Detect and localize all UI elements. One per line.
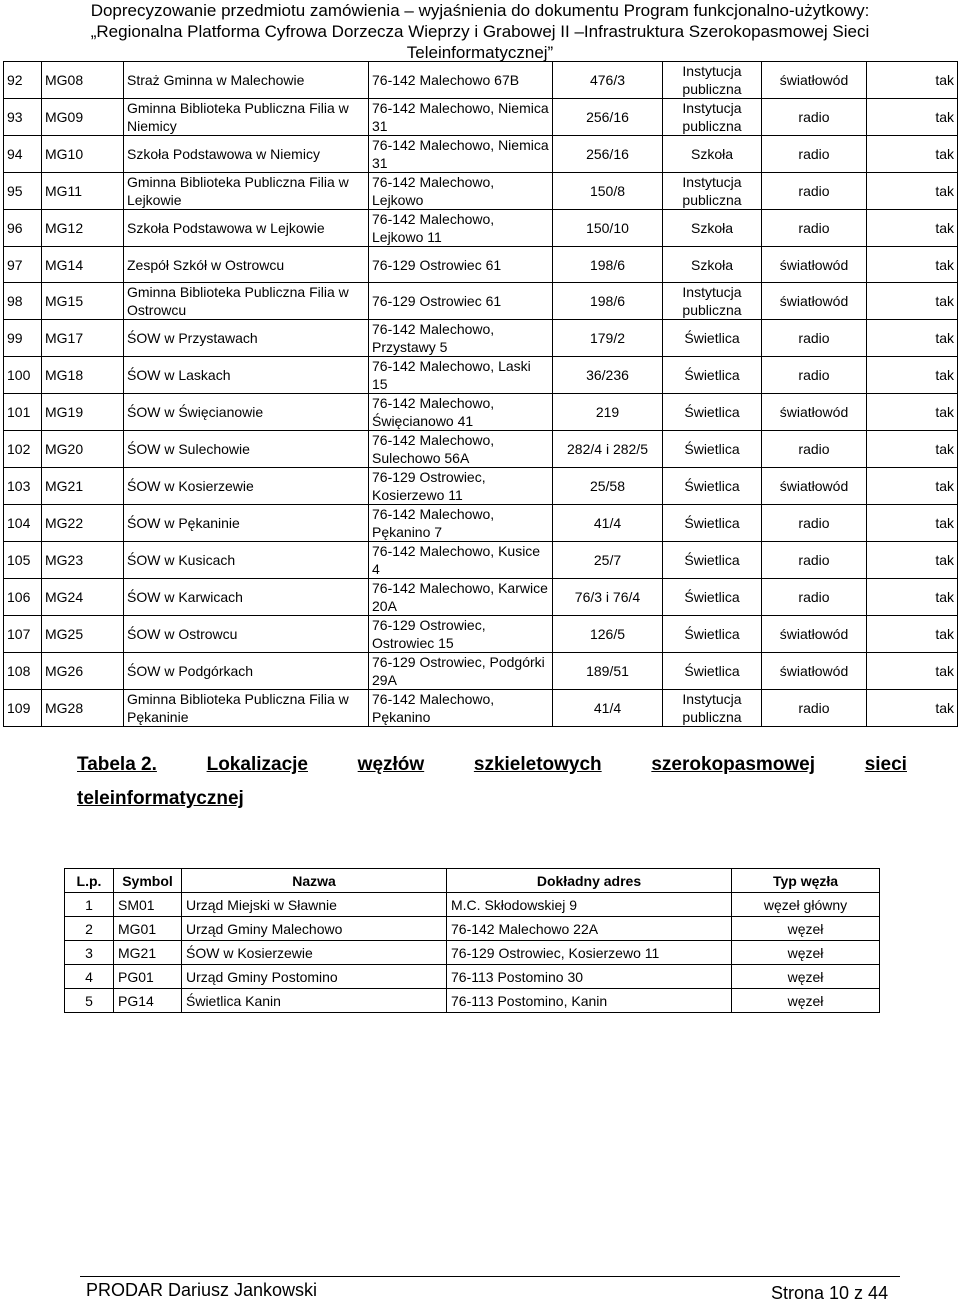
cell-node-type: węzeł <box>732 965 880 989</box>
cell-name: Urząd Gminy Malechowo <box>182 917 447 941</box>
cell-type: Świetlica <box>663 579 762 616</box>
header-line-1: Doprecyzowanie przedmiotu zamówienia – wyjaśnienia do dokumentu Program funkcjonalno-użytkowy: <box>90 1 870 20</box>
footer-company: PRODAR Dariusz Jankowski <box>86 1280 318 1300</box>
cell-status: tak <box>867 468 958 505</box>
cell-address: 76-142 Malechowo, Lejkowo 11 <box>369 210 553 247</box>
cell-address: 76-113 Postomino 30 <box>447 965 732 989</box>
cell-address: 76-142 Malechowo, Niemica 31 <box>369 99 553 136</box>
cell-type: Świetlica <box>663 616 762 653</box>
cell-row-number: 95 <box>4 173 42 210</box>
cell-symbol: MG23 <box>42 542 124 579</box>
cell-connection: radio <box>762 579 867 616</box>
cell-symbol: MG22 <box>42 505 124 542</box>
cell-type: Instytucja publiczna <box>663 173 762 210</box>
cell-parcel: 126/5 <box>553 616 663 653</box>
cell-row-number: 97 <box>4 247 42 283</box>
caption-word: szkieletowych <box>473 754 602 775</box>
footer-divider <box>80 1276 900 1277</box>
cell-name: ŚOW w Sulechowie <box>124 431 369 468</box>
cell-parcel: 150/8 <box>553 173 663 210</box>
cell-parcel: 76/3 i 76/4 <box>553 579 663 616</box>
cell-row-number: 107 <box>4 616 42 653</box>
caption-word: szerokopasmowej <box>651 754 816 775</box>
column-header: Nazwa <box>182 869 447 893</box>
table-row <box>4 62 958 99</box>
cell-connection: światłowód <box>762 247 867 283</box>
cell-row-number: 4 <box>65 965 114 989</box>
cell-name: Urząd Miejski w Sławnie <box>182 893 447 917</box>
cell-status: tak <box>867 616 958 653</box>
cell-status: tak <box>867 357 958 394</box>
cell-address: 76-142 Malechowo, Sulechowo 56A <box>369 431 553 468</box>
cell-status: tak <box>867 99 958 136</box>
cell-type: Instytucja publiczna <box>663 62 762 99</box>
cell-address: 76-142 Malechowo, Pękanino <box>369 690 553 727</box>
table-row <box>4 616 958 653</box>
cell-symbol: MG25 <box>42 616 124 653</box>
cell-symbol: MG21 <box>42 468 124 505</box>
cell-parcel: 256/16 <box>553 136 663 173</box>
cell-name: Gminna Biblioteka Publiczna Filia w Lejkowie <box>124 173 369 210</box>
cell-connection: światłowód <box>762 62 867 99</box>
cell-name: Szkoła Podstawowa w Niemicy <box>124 136 369 173</box>
cell-row-number: 5 <box>65 989 114 1013</box>
document-header <box>0 0 960 63</box>
caption-line-2: teleinformatycznej <box>77 788 244 809</box>
cell-symbol: MG01 <box>114 917 182 941</box>
cell-name: ŚOW w Karwicach <box>124 579 369 616</box>
cell-address: 76-142 Malechowo, Święcianowo 41 <box>369 394 553 431</box>
cell-address: 76-129 Ostrowiec, Ostrowiec 15 <box>369 616 553 653</box>
table-row <box>4 505 958 542</box>
cell-symbol: MG26 <box>42 653 124 690</box>
cell-address: 76-142 Malechowo 67B <box>369 62 553 99</box>
cell-name: ŚOW w Przystawach <box>124 320 369 357</box>
cell-name: Szkoła Podstawowa w Lejkowie <box>124 210 369 247</box>
cell-type: Świetlica <box>663 505 762 542</box>
cell-node-type: węzeł <box>732 917 880 941</box>
cell-symbol: MG24 <box>42 579 124 616</box>
cell-connection: radio <box>762 210 867 247</box>
cell-address: 76-113 Postomino, Kanin <box>447 989 732 1013</box>
cell-status: tak <box>867 173 958 210</box>
cell-name: Zespół Szkół w Ostrowcu <box>124 247 369 283</box>
cell-parcel: 25/7 <box>553 542 663 579</box>
cell-parcel: 25/58 <box>553 468 663 505</box>
cell-row-number: 94 <box>4 136 42 173</box>
cell-symbol: MG11 <box>42 173 124 210</box>
cell-address: 76-142 Malechowo, Niemica 31 <box>369 136 553 173</box>
cell-symbol: MG15 <box>42 283 124 320</box>
table-row <box>4 357 958 394</box>
cell-parcel: 179/2 <box>553 320 663 357</box>
cell-status: tak <box>867 247 958 283</box>
table-row <box>65 941 880 965</box>
table-row <box>4 431 958 468</box>
cell-type: Szkoła <box>663 247 762 283</box>
cell-name: Świetlica Kanin <box>182 989 447 1013</box>
cell-node-type: węzeł <box>732 941 880 965</box>
caption-word: Lokalizacje <box>206 754 308 775</box>
cell-address: 76-142 Malechowo, Laski 15 <box>369 357 553 394</box>
cell-name: Gminna Biblioteka Publiczna Filia w Ostrowcu <box>124 283 369 320</box>
header-line-2: „Regionalna Platforma Cyfrowa Dorzecza Wieprzy i Grabowej II –Infrastruktura Szerokopasmowej Sieci <box>90 22 870 41</box>
cell-name: ŚOW w Podgórkach <box>124 653 369 690</box>
cell-status: tak <box>867 320 958 357</box>
cell-symbol: MG10 <box>42 136 124 173</box>
cell-row-number: 102 <box>4 431 42 468</box>
cell-connection: światłowód <box>762 283 867 320</box>
cell-symbol: MG08 <box>42 62 124 99</box>
cell-row-number: 108 <box>4 653 42 690</box>
table-row <box>4 468 958 505</box>
cell-row-number: 106 <box>4 579 42 616</box>
cell-status: tak <box>867 579 958 616</box>
column-header: Typ węzła <box>732 869 880 893</box>
cell-type: Świetlica <box>663 468 762 505</box>
cell-address: 76-129 Ostrowiec 61 <box>369 283 553 320</box>
cell-row-number: 109 <box>4 690 42 727</box>
table-row <box>4 579 958 616</box>
cell-parcel: 189/51 <box>553 653 663 690</box>
cell-type: Instytucja publiczna <box>663 690 762 727</box>
cell-symbol: MG17 <box>42 320 124 357</box>
cell-symbol: MG12 <box>42 210 124 247</box>
locations-table <box>3 61 958 727</box>
table-row <box>65 965 880 989</box>
cell-name: ŚOW w Kusicach <box>124 542 369 579</box>
cell-symbol: MG19 <box>42 394 124 431</box>
table-row <box>4 173 958 210</box>
table-row <box>4 283 958 320</box>
column-header: Dokładny adres <box>447 869 732 893</box>
cell-status: tak <box>867 283 958 320</box>
cell-address: 76-142 Malechowo, Kusice 4 <box>369 542 553 579</box>
cell-row-number: 92 <box>4 62 42 99</box>
table-2-caption <box>77 748 907 816</box>
cell-connection: radio <box>762 505 867 542</box>
cell-row-number: 105 <box>4 542 42 579</box>
table-row <box>65 917 880 941</box>
cell-parcel: 219 <box>553 394 663 431</box>
cell-parcel: 150/10 <box>553 210 663 247</box>
cell-parcel: 198/6 <box>553 247 663 283</box>
cell-name: ŚOW w Święcianowie <box>124 394 369 431</box>
cell-connection: światłowód <box>762 394 867 431</box>
cell-name: ŚOW w Pękaninie <box>124 505 369 542</box>
cell-type: Instytucja publiczna <box>663 283 762 320</box>
column-header: L.p. <box>65 869 114 893</box>
cell-address: 76-129 Ostrowiec, Kosierzewo 11 <box>447 941 732 965</box>
table-row <box>4 136 958 173</box>
table-row <box>4 690 958 727</box>
cell-address: 76-129 Ostrowiec 61 <box>369 247 553 283</box>
cell-connection: światłowód <box>762 653 867 690</box>
cell-type: Instytucja publiczna <box>663 99 762 136</box>
cell-node-type: węzeł główny <box>732 893 880 917</box>
cell-row-number: 99 <box>4 320 42 357</box>
backbone-nodes-table <box>64 868 880 1013</box>
cell-parcel: 256/16 <box>553 99 663 136</box>
cell-status: tak <box>867 690 958 727</box>
cell-type: Szkoła <box>663 210 762 247</box>
cell-connection: radio <box>762 99 867 136</box>
table-row <box>4 320 958 357</box>
cell-row-number: 1 <box>65 893 114 917</box>
cell-address: 76-142 Malechowo 22A <box>447 917 732 941</box>
cell-connection: radio <box>762 431 867 468</box>
cell-parcel: 198/6 <box>553 283 663 320</box>
cell-address: M.C. Skłodowskiej 9 <box>447 893 732 917</box>
table-row <box>4 542 958 579</box>
cell-address: 76-142 Malechowo, Pękanino 7 <box>369 505 553 542</box>
cell-row-number: 98 <box>4 283 42 320</box>
cell-connection: radio <box>762 136 867 173</box>
cell-address: 76-142 Malechowo, Karwice 20A <box>369 579 553 616</box>
cell-connection: radio <box>762 690 867 727</box>
cell-symbol: SM01 <box>114 893 182 917</box>
cell-symbol: MG20 <box>42 431 124 468</box>
cell-name: Gminna Biblioteka Publiczna Filia w Niemicy <box>124 99 369 136</box>
cell-parcel: 41/4 <box>553 690 663 727</box>
cell-row-number: 3 <box>65 941 114 965</box>
cell-symbol: PG14 <box>114 989 182 1013</box>
cell-type: Świetlica <box>663 357 762 394</box>
caption-word: sieci <box>864 754 907 775</box>
table-row <box>4 247 958 283</box>
table-row <box>4 99 958 136</box>
cell-parcel: 476/3 <box>553 62 663 99</box>
cell-row-number: 104 <box>4 505 42 542</box>
cell-symbol: MG28 <box>42 690 124 727</box>
cell-connection: światłowód <box>762 468 867 505</box>
cell-status: tak <box>867 431 958 468</box>
cell-symbol: PG01 <box>114 965 182 989</box>
cell-parcel: 36/236 <box>553 357 663 394</box>
cell-parcel: 41/4 <box>553 505 663 542</box>
table-row <box>4 394 958 431</box>
cell-name: Straż Gminna w Malechowie <box>124 62 369 99</box>
cell-row-number: 2 <box>65 917 114 941</box>
cell-status: tak <box>867 62 958 99</box>
cell-status: tak <box>867 136 958 173</box>
caption-label: Tabela 2. <box>77 754 157 775</box>
cell-name: Gminna Biblioteka Publiczna Filia w Pękaninie <box>124 690 369 727</box>
cell-connection: światłowód <box>762 616 867 653</box>
column-header: Symbol <box>114 869 182 893</box>
cell-type: Świetlica <box>663 320 762 357</box>
cell-node-type: węzeł <box>732 989 880 1013</box>
cell-type: Świetlica <box>663 431 762 468</box>
cell-status: tak <box>867 542 958 579</box>
cell-symbol: MG14 <box>42 247 124 283</box>
cell-name: ŚOW w Ostrowcu <box>124 616 369 653</box>
cell-address: 76-142 Malechowo, Lejkowo <box>369 173 553 210</box>
table-row <box>4 653 958 690</box>
cell-symbol: MG09 <box>42 99 124 136</box>
cell-status: tak <box>867 394 958 431</box>
cell-type: Świetlica <box>663 542 762 579</box>
cell-address: 76-129 Ostrowiec, Kosierzewo 11 <box>369 468 553 505</box>
cell-row-number: 101 <box>4 394 42 431</box>
cell-connection: radio <box>762 357 867 394</box>
cell-type: Świetlica <box>663 653 762 690</box>
cell-type: Szkoła <box>663 136 762 173</box>
cell-row-number: 93 <box>4 99 42 136</box>
header-line-3: Teleinformatycznej” <box>406 43 554 62</box>
cell-symbol: MG21 <box>114 941 182 965</box>
cell-connection: radio <box>762 542 867 579</box>
cell-name: ŚOW w Laskach <box>124 357 369 394</box>
cell-address: 76-142 Malechowo, Przystawy 5 <box>369 320 553 357</box>
cell-status: tak <box>867 653 958 690</box>
cell-status: tak <box>867 505 958 542</box>
cell-symbol: MG18 <box>42 357 124 394</box>
cell-row-number: 103 <box>4 468 42 505</box>
cell-name: ŚOW w Kosierzewie <box>182 941 447 965</box>
table-row <box>65 989 880 1013</box>
caption-word: węzłów <box>357 754 425 775</box>
footer-page-number: Strona 10 z 44 <box>771 1283 889 1303</box>
cell-row-number: 96 <box>4 210 42 247</box>
cell-type: Świetlica <box>663 394 762 431</box>
cell-address: 76-129 Ostrowiec, Podgórki 29A <box>369 653 553 690</box>
cell-status: tak <box>867 210 958 247</box>
cell-connection: radio <box>762 320 867 357</box>
cell-row-number: 100 <box>4 357 42 394</box>
cell-parcel: 282/4 i 282/5 <box>553 431 663 468</box>
cell-name: Urząd Gminy Postomino <box>182 965 447 989</box>
table-row <box>4 210 958 247</box>
table-row <box>65 893 880 917</box>
cell-connection: radio <box>762 173 867 210</box>
cell-name: ŚOW w Kosierzewie <box>124 468 369 505</box>
